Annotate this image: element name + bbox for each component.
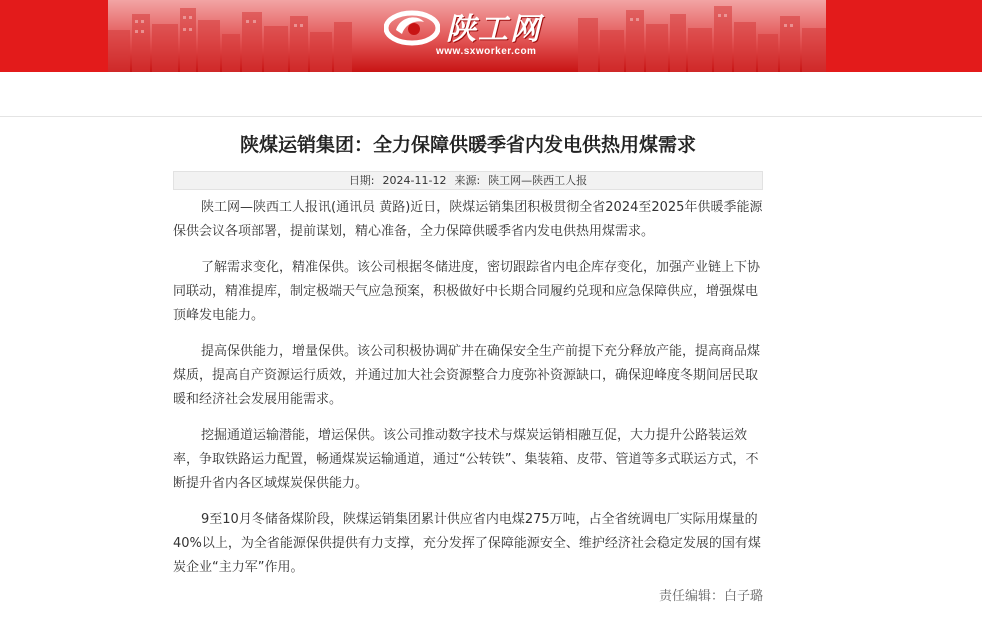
logo-url: www.sxworker.com <box>436 46 537 57</box>
header-divider <box>0 116 982 117</box>
source-label: 来源: <box>454 174 481 187</box>
article-paragraph: 提高保供能力，增量保供。该公司积极协调矿井在确保安全生产前提下充分释放产能，提高商品煤煤质，提高自产资源运行质效，并通过加大社会资源整合力度弥补资源缺口，确保迎峰度冬期间居民取暖和经济社会发展用能需求。 <box>173 344 761 407</box>
responsible-editor: 责任编辑：白子璐 <box>658 589 763 604</box>
article-meta-bar <box>173 171 763 190</box>
article-paragraph: 挖掘通道运输潜能，增运保供。该公司推动数字技术与煤炭运销相融互促，大力提升公路装运效率，争取铁路运力配置，畅通煤炭运输通道，通过“公转铁”、集装箱、皮带、管道等多式联运方式，不断提升省内各区域煤炭保供能力。 <box>173 428 759 491</box>
logo-name: 陕工网 <box>446 12 542 47</box>
article-paragraph: 了解需求变化，精准保供。该公司根据冬储进度，密切跟踪省内电企库存变化，加强产业链上下协同联动，精准提库，制定极端天气应急预案，积极做好中长期合同履约兑现和应急保障供应，增强煤电顶峰发电能力。 <box>173 260 761 323</box>
date-label: 日期: <box>348 174 375 187</box>
article-body <box>173 196 763 580</box>
site-header-banner <box>0 0 982 72</box>
article-title: 陕煤运销集团：全力保障供暖季省内发电供热用煤需求 <box>239 134 696 156</box>
site-logo[interactable] <box>376 0 566 64</box>
article-date: 2024-11-12 <box>382 174 447 187</box>
header-skyline-image <box>108 0 826 72</box>
logo-emblem-icon <box>384 8 440 46</box>
article <box>173 128 763 592</box>
article-source: 陕工网—陕西工人报 <box>488 174 588 187</box>
article-paragraph: 陕工网—陕西工人报讯(通讯员 黄路)近日，陕煤运销集团积极贯彻全省2024至2025年供暖季能源保供会议各项部署，提前谋划，精心准备，全力保障供暖季省内发电供热用煤需求。 <box>173 200 763 239</box>
article-paragraph: 9至10月冬储备煤阶段，陕煤运销集团累计供应省内电煤275万吨，占全省统调电厂实际用煤量的40%以上，为全省能源保供提供有力支撑，充分发挥了保障能源安全、维护经济社会稳定发展的国有煤炭企业“主力军”作用。 <box>173 512 761 575</box>
